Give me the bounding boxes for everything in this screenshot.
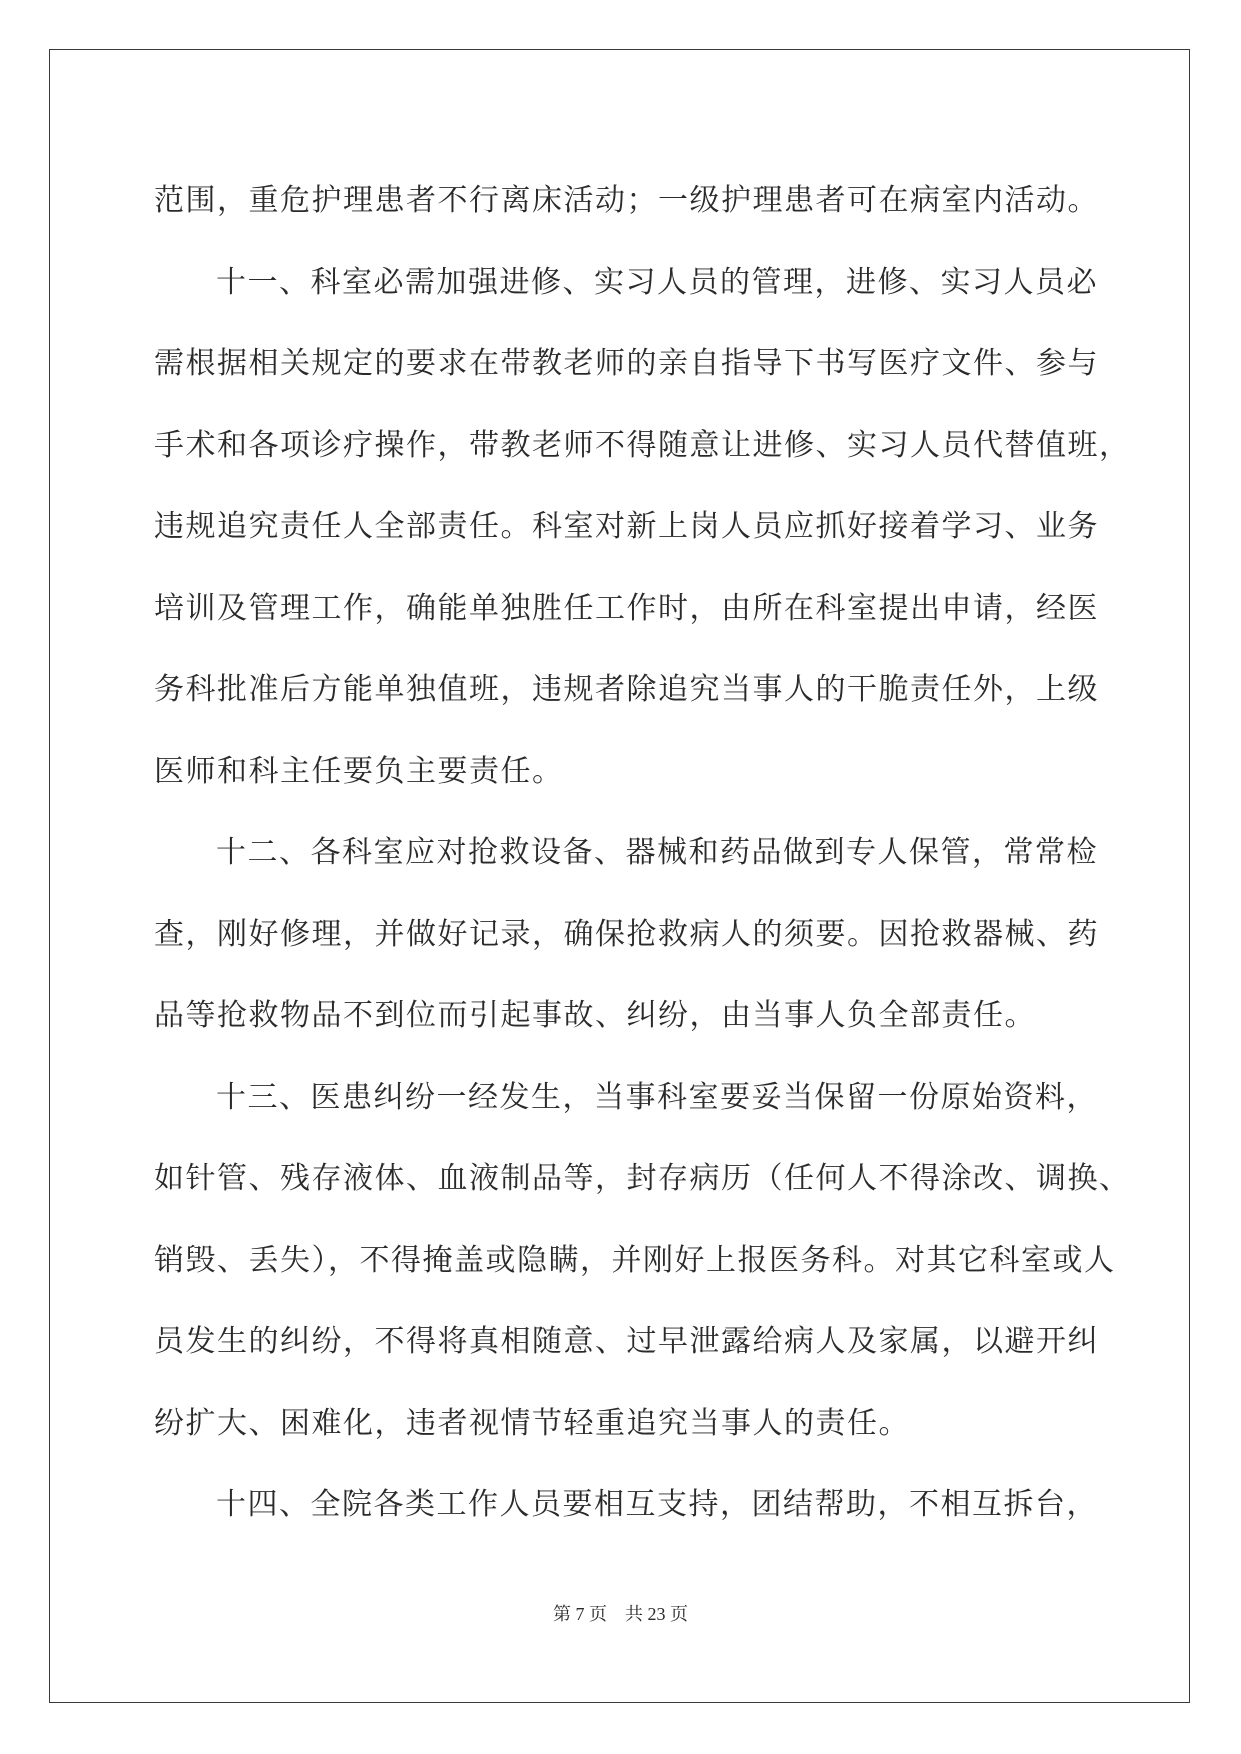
text-line-6: 培训及管理工作，确能单独胜任工作时，由所在科室提出申请，经医 <box>154 590 1099 626</box>
text-line-17: 十四、全院各类工作人员要相互支持，团结帮助，不相互拆台， <box>216 1487 1098 1522</box>
text-line-13: 如针管、残存液体、血液制品等，封存病历（任何人不得涂改、调换、 <box>154 1161 1131 1196</box>
text-line-3: 需根据相关规定的要求在带教老师的亲自指导下书写医疗文件、参与 <box>154 346 1099 381</box>
text-line-12: 十三、医患纠纷一经发生，当事科室要妥当保留一份原始资料， <box>216 1079 1098 1115</box>
text-line-5: 违规追究责任人全部责任。科室对新上岗人员应抓好接着学习、业务 <box>154 509 1099 544</box>
document-body <box>154 160 1134 1546</box>
text-line-15: 员发生的纠纷，不得将真相随意、过早泄露给病人及家属，以避开纠 <box>154 1324 1099 1359</box>
text-line-1: 范围，重危护理患者不行离床活动；一级护理患者可在病室内活动。 <box>154 183 1099 218</box>
text-line-8: 医师和科主任要负主要责任。 <box>154 753 564 789</box>
page-number: 第 7 页 共 23 页 <box>553 1604 688 1624</box>
text-line-16: 纷扩大、困难化，违者视情节轻重追究当事人的责任。 <box>154 1405 910 1441</box>
text-line-2: 十一、科室必需加强进修、实习人员的管理，进修、实习人员必 <box>216 264 1098 300</box>
page-footer <box>0 1600 1241 1626</box>
text-line-10: 查，刚好修理，并做好记录，确保抢救病人的须要。因抢救器械、药 <box>154 916 1099 952</box>
text-line-11: 品等抢救物品不到位而引起事故、纠纷，由当事人负全部责任。 <box>154 998 1036 1033</box>
text-line-4: 手术和各项诊疗操作，带教老师不得随意让进修、实习人员代替值班， <box>154 427 1131 463</box>
text-line-9: 十二、各科室应对抢救设备、器械和药品做到专人保管，常常检 <box>216 835 1098 870</box>
text-line-14: 销毁、丢失），不得掩盖或隐瞒，并刚好上报医务科。对其它科室或人 <box>154 1242 1116 1278</box>
text-line-7: 务科批准后方能单独值班，违规者除追究当事人的干脆责任外，上级 <box>154 672 1099 707</box>
